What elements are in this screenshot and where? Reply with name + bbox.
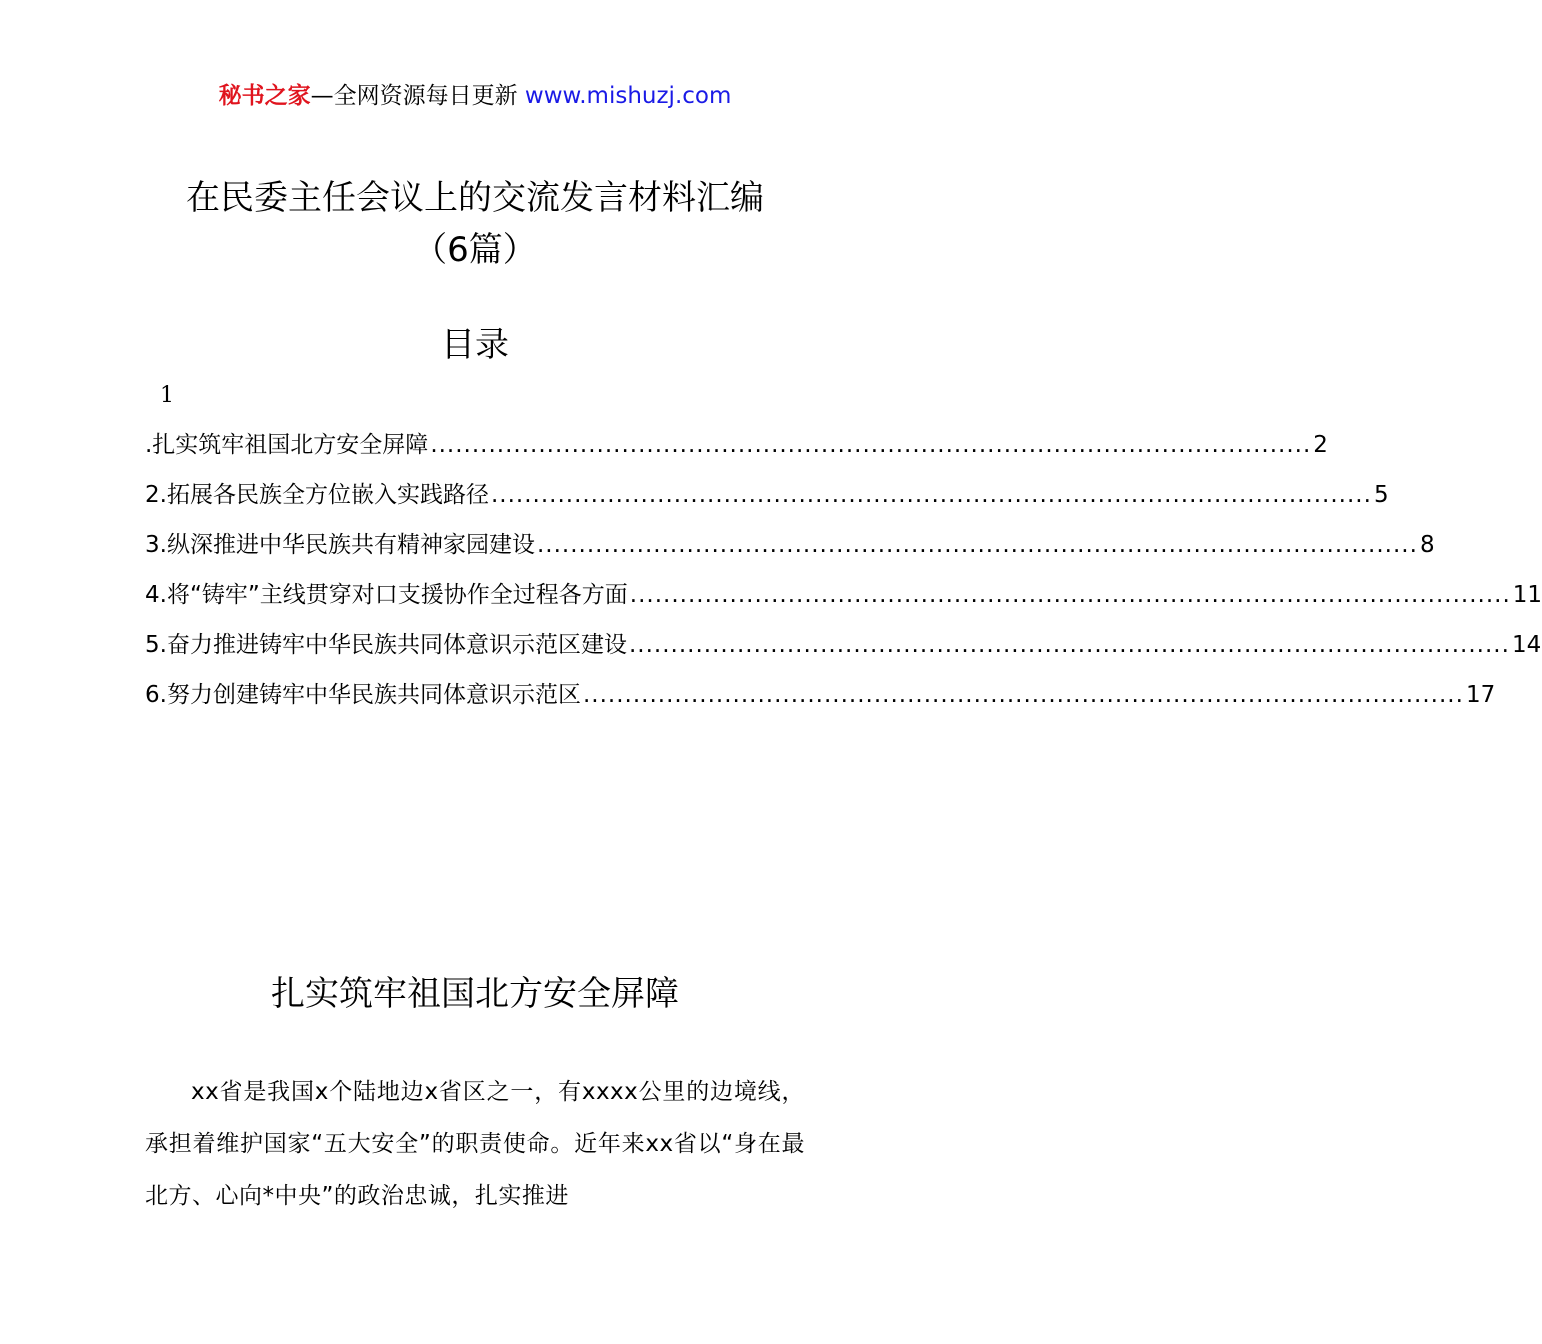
toc-dot-leader: .......................................................................................................... [490, 482, 1372, 508]
toc-stray-number: 1 [160, 383, 174, 408]
table-of-contents [145, 420, 1542, 720]
toc-item-label: 2.拓展各民族全方位嵌入实践路径 [145, 482, 489, 508]
toc-dot-leader: .......................................................................................................... [430, 432, 1312, 458]
body-paragraph: xx省是我国x个陆地边x省区之一，有xxxx公里的边境线，承担着维护国家“五大安全”的职责使命。近年来xx省以“身在最北方、心向*中央”的政治忠诚，扎实推进 [145, 1079, 805, 1209]
toc-item[interactable] [145, 570, 1542, 620]
toc-dot-leader: .......................................................................................................... [628, 632, 1510, 658]
toc-heading: 目录 [441, 325, 509, 365]
toc-item-page: 14 [1511, 632, 1542, 658]
toc-dot-leader: .......................................................................................................... [582, 682, 1464, 708]
toc-item-label: 4.将“铸牢”主线贯穿对口支援协作全过程各方面 [145, 582, 628, 608]
document-title-line2: （6篇） [413, 230, 537, 270]
toc-item-label: .扎实筑牢祖国北方安全屏障 [145, 432, 429, 458]
toc-item[interactable] [145, 470, 1389, 520]
toc-item-label: 5.奋力推进铸牢中华民族共同体意识示范区建设 [145, 632, 627, 658]
toc-dot-leader: .......................................................................................................... [536, 532, 1418, 558]
toc-item-page: 2 [1313, 432, 1328, 458]
toc-item-label: 3.纵深推进中华民族共有精神家园建设 [145, 532, 535, 558]
document-title-line1: 在民委主任会议上的交流发言材料汇编 [186, 178, 764, 218]
toc-item-page: 17 [1465, 682, 1496, 708]
toc-item-page: 11 [1512, 582, 1542, 608]
site-url-link[interactable]: www.mishuzj.com [524, 83, 732, 109]
toc-item-page: 8 [1419, 532, 1435, 558]
toc-item[interactable] [145, 620, 1542, 670]
site-header [0, 80, 950, 112]
toc-item[interactable] [145, 420, 1328, 470]
toc-item-label: 6.努力创建铸牢中华民族共同体意识示范区 [145, 682, 581, 708]
toc-item-page: 5 [1373, 482, 1389, 508]
toc-item[interactable] [145, 670, 1496, 720]
site-brand: 秘书之家 [218, 83, 311, 109]
site-tagline: —全网资源每日更新 [310, 83, 525, 109]
section-title: 扎实筑牢祖国北方安全屏障 [271, 974, 679, 1014]
document-title [0, 172, 950, 276]
toc-item[interactable] [145, 520, 1435, 570]
toc-dot-leader: .......................................................................................................... [629, 582, 1511, 608]
